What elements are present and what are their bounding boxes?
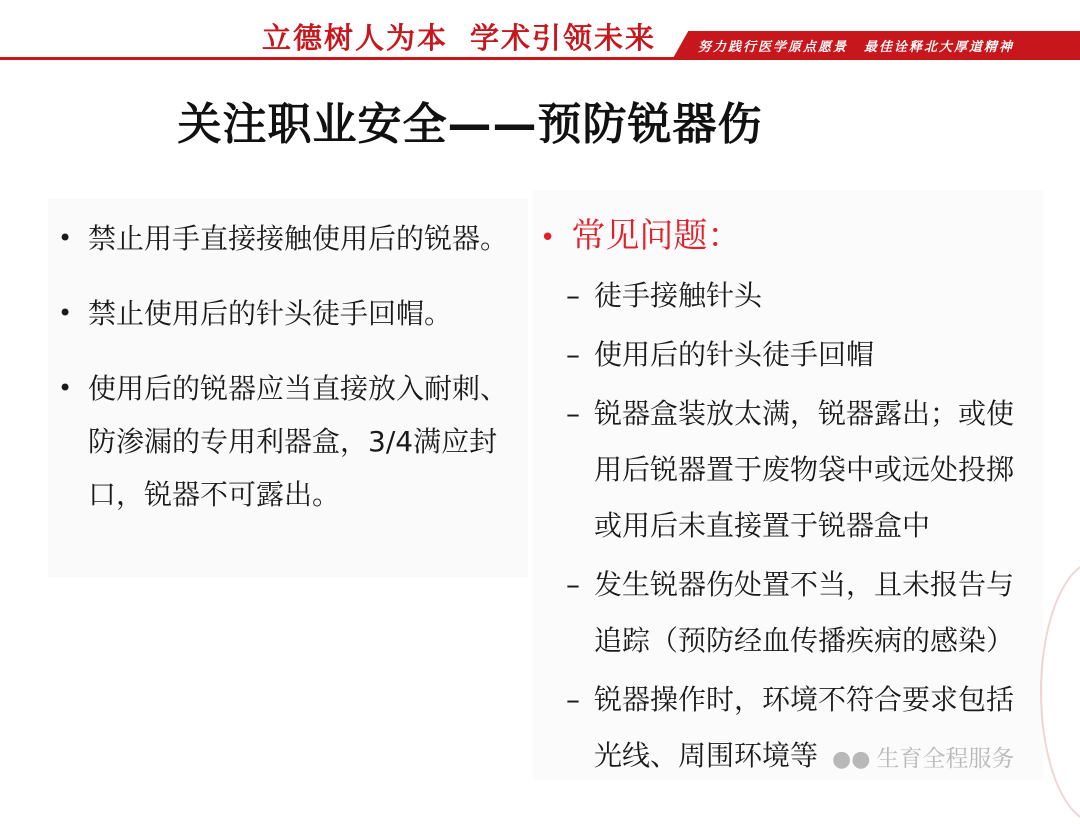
bullet-icon: • — [58, 374, 73, 402]
left-bullet-list — [58, 212, 528, 543]
wechat-icon: ●● — [832, 747, 871, 772]
motto-part-2: 学术引领未来 — [470, 21, 657, 55]
issue-text: 徒手接触针头 — [594, 279, 763, 312]
list-item — [566, 386, 1036, 554]
dash-icon: – — [566, 568, 580, 601]
bullet-text: 禁止使用后的针头徒手回帽。 — [88, 297, 453, 330]
dash-icon: – — [566, 397, 580, 430]
watermark-text: 生育全程服务 — [876, 746, 1015, 772]
list-item — [58, 287, 528, 340]
header-divider — [0, 57, 690, 60]
wechat-watermark — [832, 740, 1014, 773]
bullet-text: 使用后的锐器应当直接放入耐刺、防渗漏的专用利器盒，3/4满应封口，锐器不可露出。 — [88, 372, 509, 511]
issue-text: 锐器盒装放太满，锐器露出；或使用后锐器置于废物袋中或远处投掷或用后未直接置于锐器盒中 — [594, 397, 1015, 542]
list-item — [566, 327, 1036, 383]
header-motto — [262, 16, 656, 57]
dash-icon: – — [566, 279, 580, 312]
bullet-icon: • — [540, 222, 556, 253]
bullet-icon: • — [58, 224, 73, 252]
header-banner — [0, 0, 1080, 70]
list-item — [566, 557, 1036, 669]
issues-list — [566, 268, 1036, 787]
dash-icon: – — [566, 338, 580, 371]
list-item — [58, 212, 528, 265]
header-ribbon-text — [698, 36, 1014, 55]
issue-text: 使用后的针头徒手回帽 — [594, 338, 875, 371]
seal-watermark-icon — [1040, 560, 1080, 824]
issues-heading — [540, 208, 741, 266]
motto-part-1: 立德树人为本 — [262, 21, 449, 55]
bullet-text: 禁止用手直接接触使用后的锐器。 — [88, 222, 509, 255]
issue-text: 锐器操作时，环境不符合要求包括光线、周围环境等 — [594, 683, 1015, 772]
slide-title: 关注职业安全——预防锐器伤 — [177, 99, 763, 150]
issue-text: 发生锐器伤处置不当，且未报告与追踪（预防经血传播疾病的感染） — [594, 568, 1015, 657]
dash-icon: – — [566, 683, 580, 716]
ribbon-part-2: 最佳诠释北大厚道精神 — [864, 40, 1015, 55]
list-item — [566, 268, 1036, 324]
list-item — [58, 362, 528, 521]
ribbon-part-1: 努力践行医学原点愿景 — [698, 40, 849, 55]
issues-heading-text: 常见问题： — [571, 216, 742, 256]
bullet-icon: • — [58, 299, 73, 327]
